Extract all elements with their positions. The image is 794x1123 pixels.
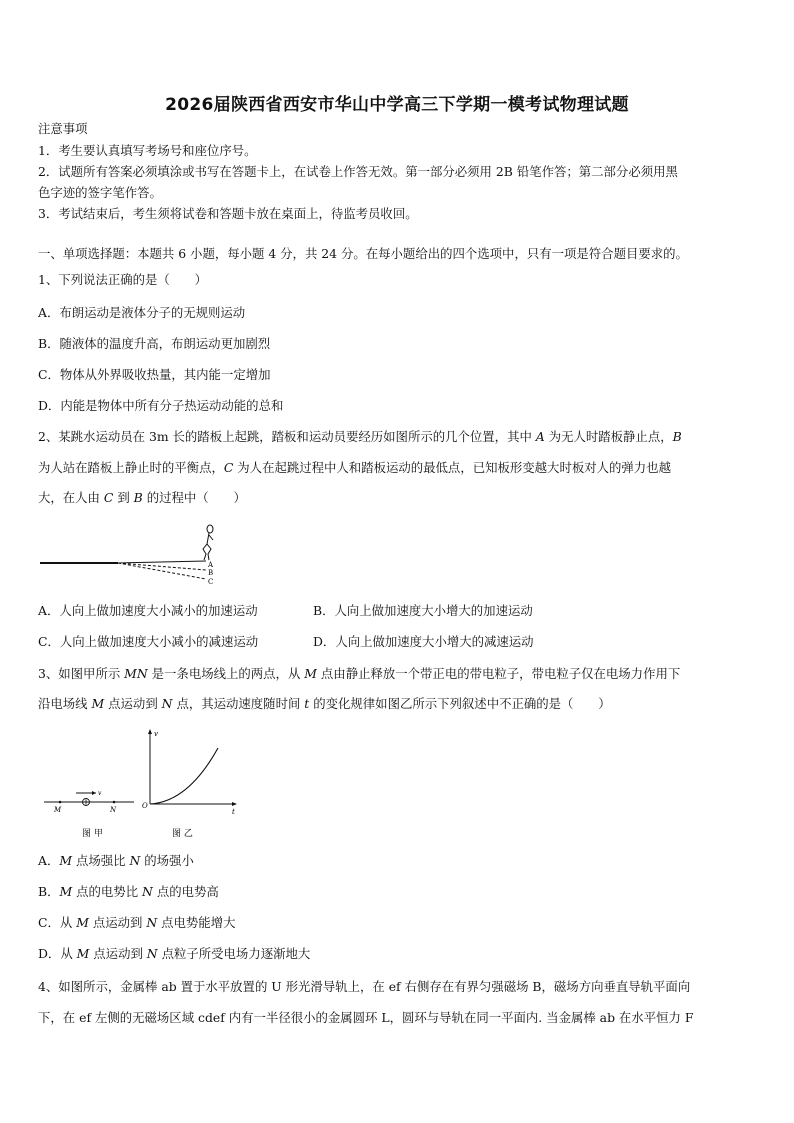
axis-label-v: v bbox=[154, 730, 158, 738]
notice-heading: 注意事项 bbox=[38, 121, 88, 136]
q3-option-b: B．M 点的电势比 N 点的电势高 bbox=[38, 884, 219, 899]
q1-option-b: B．随液体的温度升高，布朗运动更加剧烈 bbox=[38, 336, 271, 351]
page-title: 2026届陕西省西安市华山中学高三下学期一模考试物理试题 bbox=[165, 95, 629, 115]
label-v-left: v bbox=[98, 790, 102, 797]
point-m bbox=[59, 801, 62, 804]
board-label-a: A bbox=[208, 561, 214, 569]
board-label-b: B bbox=[208, 569, 214, 577]
board-position-b bbox=[118, 563, 206, 570]
q3-option-a: A．M 点场强比 N 的场强小 bbox=[38, 853, 194, 868]
question-2-stem-line1: 2、某跳水运动员在 3m 长的踏板上起跳，踏板和运动员要经历如图所示的几个位置，其中 A 为无人时踏板静止点，B bbox=[38, 429, 682, 444]
origin-label: O bbox=[142, 802, 148, 810]
notice-item: 色字迹的签字笔作答。 bbox=[38, 185, 162, 200]
board-position-a bbox=[118, 561, 206, 563]
label-n: N bbox=[110, 806, 117, 814]
notice-item: 3．考试结束后，考生须将试卷和答题卡放在桌面上，待监考员收回。 bbox=[38, 206, 418, 221]
caption-figure-a: 图 甲 bbox=[82, 829, 103, 839]
point-n bbox=[113, 801, 116, 804]
question-2-stem-line3: 大，在人由 C 到 B 的过程中（ ） bbox=[38, 490, 246, 505]
question-2-stem-line2: 为人站在踏板上静止时的平衡点，C 为人在起跳过程中人和踏板运动的最低点，已知板形变越大时板对人的弹力也越 bbox=[38, 460, 671, 475]
board-label-c: C bbox=[208, 578, 214, 586]
q3-option-c: C．从 M 点运动到 N 点电势能增大 bbox=[38, 915, 236, 930]
question-4-stem-line2: 下，在 ef 左侧的无磁场区域 cdef 内有一半径很小的金属圆环 L，圆环与导轨在同一平面内. 当金属棒 ab 在水平恒力 F bbox=[38, 1010, 694, 1025]
notice-item: 1．考生要认真填写考场号和座位序号。 bbox=[38, 143, 257, 158]
section-heading: 一、单项选择题：本题共 6 小题，每小题 4 分，共 24 分。在每小题给出的四个选项中，只有一项是符合题目要求的。 bbox=[38, 246, 688, 261]
diving-board-figure bbox=[38, 518, 228, 590]
question-3-stem-line2: 沿电场线 M 点运动到 N 点，其运动速度随时间 t 的变化规律如图乙所示下列叙述中不正确的是（ ） bbox=[38, 696, 611, 711]
q2-option-d: D．人向上做加速度大小增大的减速运动 bbox=[313, 634, 534, 649]
q3-option-d: D．从 M 点运动到 N 点粒子所受电场力逐渐地大 bbox=[38, 946, 311, 961]
question-1-stem: 1、下列说法正确的是（ ） bbox=[38, 272, 207, 287]
v-t-curve bbox=[150, 748, 218, 804]
board-position-c bbox=[118, 563, 206, 579]
caption-figure-b: 图 乙 bbox=[172, 829, 193, 839]
label-m: M bbox=[54, 806, 62, 814]
field-line-diagram bbox=[44, 790, 134, 839]
q2-option-b: B．人向上做加速度大小增大的加速运动 bbox=[313, 603, 533, 618]
question-4-stem-line1: 4、如图所示，金属棒 ab 置于水平放置的 U 形光滑导轨上，在 ef 右侧存在有界匀强磁场 B，磁场方向垂直导轨平面向 bbox=[38, 979, 691, 994]
q1-option-c: C．物体从外界吸收热量，其内能一定增加 bbox=[38, 367, 271, 382]
notice-item: 2．试题所有答案必须填涂或书写在答题卡上，在试卷上作答无效。第一部分必须用 2B 铅笔作答；第二部分必须用黑 bbox=[38, 164, 678, 179]
axis-label-t: t bbox=[232, 808, 235, 816]
q2-option-c: C．人向上做加速度大小减小的减速运动 bbox=[38, 634, 259, 649]
q1-option-d: D．内能是物体中所有分子热运动动能的总和 bbox=[38, 398, 284, 413]
diver-figure bbox=[203, 525, 213, 560]
velocity-time-graph bbox=[142, 729, 237, 839]
q3-figure bbox=[38, 726, 248, 842]
question-3-stem-line1: 3、如图甲所示 MN 是一条电场线上的两点，从 M 点由静止释放一个带正电的带电粒子，带电粒子仅在电场力作用下 bbox=[38, 666, 681, 681]
q1-option-a: A．布朗运动是液体分子的无规则运动 bbox=[38, 305, 246, 320]
q2-option-a: A．人向上做加速度大小减小的加速运动 bbox=[38, 603, 258, 618]
